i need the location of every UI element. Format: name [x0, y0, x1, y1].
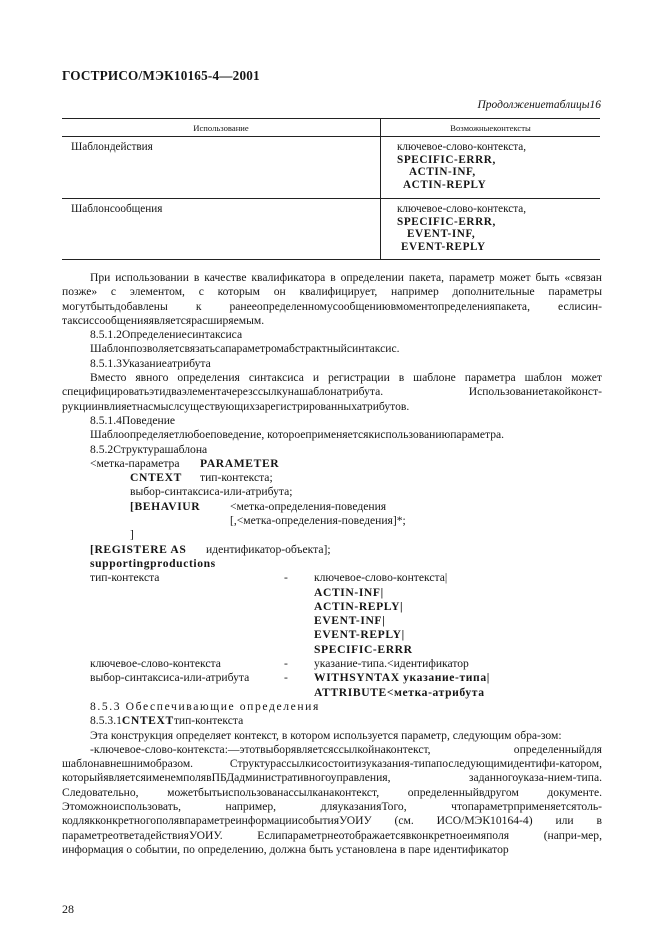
template-line: тип-контекста; [200, 471, 273, 485]
table-cell-usage: Шаблондействия [62, 137, 381, 199]
table-row [62, 199, 600, 260]
section-heading: 8.5.1.3Указаниеатрибута [90, 356, 211, 370]
context-item: ключевое-слово-контекста, [397, 141, 527, 153]
section-heading: 8.5.2Структурашаблона [90, 442, 208, 456]
supporting-productions [62, 571, 602, 700]
context-item: ACTIN-INF, [409, 166, 476, 178]
paragraph: При использовании в качестве квалификатора в определении пакета, параметр может быть «связан позже» с элементом, с которым он квалифицирует, например дополнительные параметры могутбытьдобавлены к ранееопределенномусообщениювмоментопределенияпакета, еслисин-таксиссообщенияявляетсярасширяемым. [62, 271, 602, 327]
template-structure [62, 457, 602, 571]
production-right: ключевое-слово-контекста| [314, 571, 448, 585]
context-item: SPECIFIC-ERRR, [397, 215, 496, 228]
table-cell-usage: Шаблонсообщения [62, 199, 381, 260]
contexts-table [62, 118, 600, 260]
paragraph: Вместо явного определения синтаксиса и регистрации в шаблоне параметра шаблон может специфицироватьэтидваэлементачерезссылкунашаблонатрибута. Использованиетакойконст-рукциинвлияетнасмыслсуществующихзарегистрированныхатрибутов. [62, 371, 602, 413]
table-cell-contexts [381, 137, 601, 199]
context-item: ACTIN-REPLY [403, 178, 487, 191]
context-item: EVENT-INF, [407, 228, 476, 240]
page-number: 28 [62, 902, 74, 916]
section-heading [62, 714, 602, 728]
production-right: ACTIN-REPLY| [314, 599, 404, 613]
production-right: EVENT-INF| [314, 614, 386, 628]
template-keyword: PARAMETER [200, 456, 280, 470]
production-left: тип-контекста [90, 571, 160, 585]
context-item: SPECIFIC-ERRR, [397, 153, 496, 166]
section-title: тип-контекста [173, 714, 244, 728]
column-header-usage: Использование [62, 119, 381, 137]
paragraph: Шаблоопределяетлюбоеповедение, котороеприменяетсякиспользованиюпараметра. [90, 428, 505, 442]
template-line: ] [130, 528, 134, 542]
document-header: ГОСТРИСО/МЭК10165-4—2001 [62, 68, 260, 83]
production-dash: - [284, 671, 288, 685]
table-continuation-label: Продолжениетаблицы16 [477, 99, 601, 111]
paragraph: -ключевое-слово-контекста:—этотвыборявляетсяссылкойнаконтекст, определенныйдля шаблонавнешнимобразом. Структурассылкисостоитизуказания-типапоследующимидентифи-катором, которыйявляетсяименемполявПБДадминистративногоуправления, заданногоуказа-нием-типа. Следовательно, можетбытьиспользованассылканаконтекст, определенныйвдругом документе. Этоможноиспользовать, например, дляуказанияТого, чтопараметрприменяетсятоль-кодлякконкретногополявпараметреинформациисобытияУОИУ (см. ИСО/МЭК10164-4) или в параметреответадействияУОИУ. Еслипараметрнеотображаетсявконкретноеимяполя (напри-мер, информация о событии, по определению, должна быть установлена в паре идентификатор [62, 742, 602, 856]
production-right: ACTIN-INF| [314, 585, 384, 599]
production-right: ATTRIBUTE<метка-атрибута [314, 685, 485, 699]
production-right: SPECIFIC-ERRR [314, 642, 413, 656]
table-cell-contexts [381, 199, 601, 260]
section-heading: 8.5.1.2Определениесинтаксиса [90, 328, 243, 342]
template-line: [,<метка-определения-поведения]*; [230, 514, 406, 528]
template-keyword: [BEHAVIUR [130, 499, 201, 513]
context-item: EVENT-REPLY [401, 240, 486, 253]
template-keyword: CNTEXT [130, 471, 182, 485]
template-line: идентификатор-объекта]; [206, 542, 331, 556]
production-dash: - [284, 657, 288, 671]
main-text [62, 271, 602, 857]
production-dash: - [284, 571, 288, 585]
production-left: выбор-синтаксиса-или-атрибута [90, 671, 250, 685]
section-heading: 8.5.1.4Поведение [90, 413, 176, 427]
production-right: EVENT-REPLY| [314, 628, 405, 642]
template-keyword: [REGISTERE AS [90, 542, 187, 556]
template-line: <метка-определения-поведения [230, 499, 387, 513]
paragraph: Эта конструкция определяет контекст, в котором используется параметр, следующим обра-зом: [90, 728, 562, 742]
section-keyword: CNTEXT [121, 714, 174, 728]
template-keyword: supportingproductions [90, 556, 216, 570]
production-left: ключевое-слово-контекста [90, 657, 221, 671]
paragraph: Шаблонпозволяетсвязатьсапараметромабстрактныйсинтаксис. [90, 342, 400, 356]
section-heading: 8.5.3 Обеспечивающие определения [90, 699, 320, 713]
column-header-contexts: Возможныеконтексты [381, 119, 601, 137]
production-right: указание-типа.<идентификатор [314, 657, 469, 671]
production-right: WITHSYNTAX указание-типа| [314, 671, 490, 685]
context-item: ключевое-слово-контекста, [397, 203, 527, 215]
template-line: выбор-синтаксиса-или-атрибута; [130, 485, 293, 499]
table-row [62, 137, 600, 199]
template-line: <метка-параметра [90, 456, 180, 470]
section-number: 8.5.3.1 [90, 714, 122, 728]
